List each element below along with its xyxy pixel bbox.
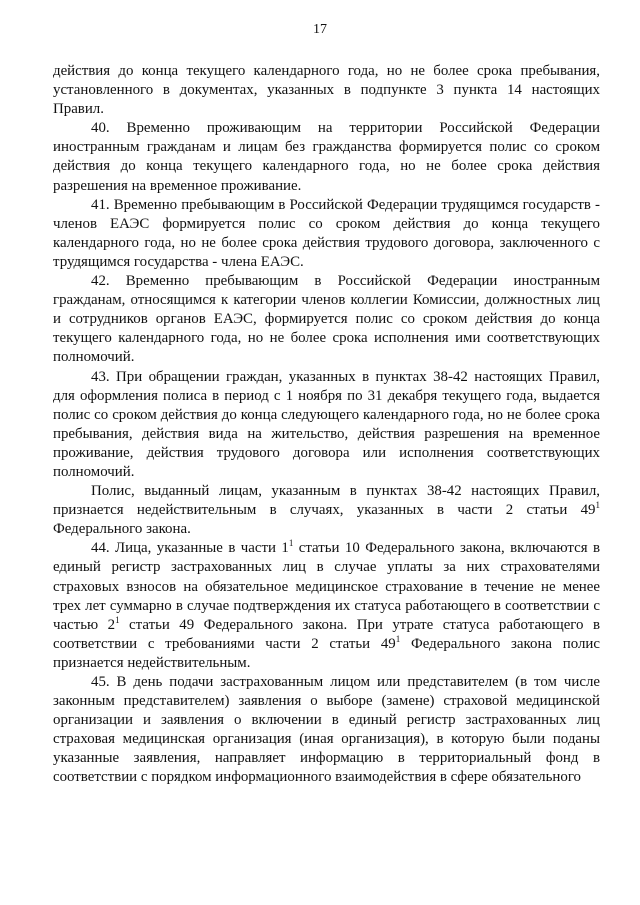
paragraph bbox=[53, 368, 600, 483]
text-run: 44. Лица, указанные в части 1 bbox=[91, 540, 289, 557]
text-run: статьи 49 Федерального закона. При утрате статуса работающего в соответствии с требованиями части 2 статьи 49 bbox=[53, 616, 600, 652]
text-run: 45. В день подачи застрахованным лицом или представителем (в том числе законным представителем) заявления о выборе (замене) страховой медицинской организации и заявления о включении в единый регистр застрахованных лиц страховая медицинская организация (иная организация), в которую были поданы указанные заявления, направляет информацию в территориальный фонд в соответствии с порядком информационного взаимодействия в сфере обязательного bbox=[53, 674, 600, 786]
paragraph bbox=[53, 539, 600, 673]
paragraph bbox=[53, 119, 600, 195]
superscript: 1 bbox=[115, 614, 120, 625]
text-run: действия до конца текущего календарного года, но не более срока пребывания, установленного в документах, указанных в подпункте 3 пункта 14 настоящих Правил. bbox=[53, 63, 600, 118]
superscript: 1 bbox=[395, 633, 401, 644]
superscript: 1 bbox=[288, 538, 294, 549]
paragraph bbox=[53, 272, 600, 367]
text-run: Федерального закона полис признается недействительным. bbox=[53, 635, 600, 671]
text-run: Полис, выданный лицам, указанным в пунктах 38-42 настоящих Правил, признается недействительным в случаях, указанных в части 2 статьи 49 bbox=[53, 483, 600, 519]
text-run: 43. При обращении граждан, указанных в пунктах 38-42 настоящих Правил, для оформления полиса в период с 1 ноября по 31 декабря текущего года, выдается полис со сроком действия до конца следующего календарного года, но не более срока пребывания, действия вида на жительство, действия разрешения на временное проживание, действия трудового договора или исполнения соответствующих полномочий. bbox=[53, 368, 600, 480]
text-run: 40. Временно проживающим на территории Российской Федерации иностранным гражданам и лицам без гражданства формируется полис со сроком действия до конца текущего календарного года, но не более срока действия разрешения на временное проживание. bbox=[53, 120, 600, 194]
superscript: 1 bbox=[595, 500, 600, 511]
paragraph bbox=[53, 673, 600, 788]
text-run: 41. Временно пребывающим в Российской Федерации трудящимся государств - членов ЕАЭС формируется полис со сроком действия до конца текущего календарного года, но не более срока действия трудового договора, заключенного с трудящимся государства - члена ЕАЭС. bbox=[53, 196, 600, 270]
paragraph bbox=[53, 482, 600, 539]
text-run: Федерального закона. bbox=[53, 521, 191, 538]
paragraph-continuation bbox=[53, 62, 600, 119]
paragraph bbox=[53, 196, 600, 272]
page-number: 17 bbox=[313, 22, 327, 37]
text-run: статьи 10 Федерального закона, включаются в единый регистр застрахованных лиц в случае уплаты за них страхователями страховых взносов на обязательное медицинское страхование в течение не менее трех лет суммарно в случае подтверждения их статуса работающего в соответствии с частью 2 bbox=[53, 540, 600, 633]
text-run: 42. Временно пребывающим в Российской Федерации иностранным гражданам, относящимся к категории членов коллегии Комиссии, должностных лиц и сотрудников органов ЕАЭС, формируется полис со сроком действия до конца текущего календарного года, но не более срока исполнения ими соответствующих полномочий. bbox=[53, 273, 600, 366]
document-body bbox=[53, 62, 600, 788]
